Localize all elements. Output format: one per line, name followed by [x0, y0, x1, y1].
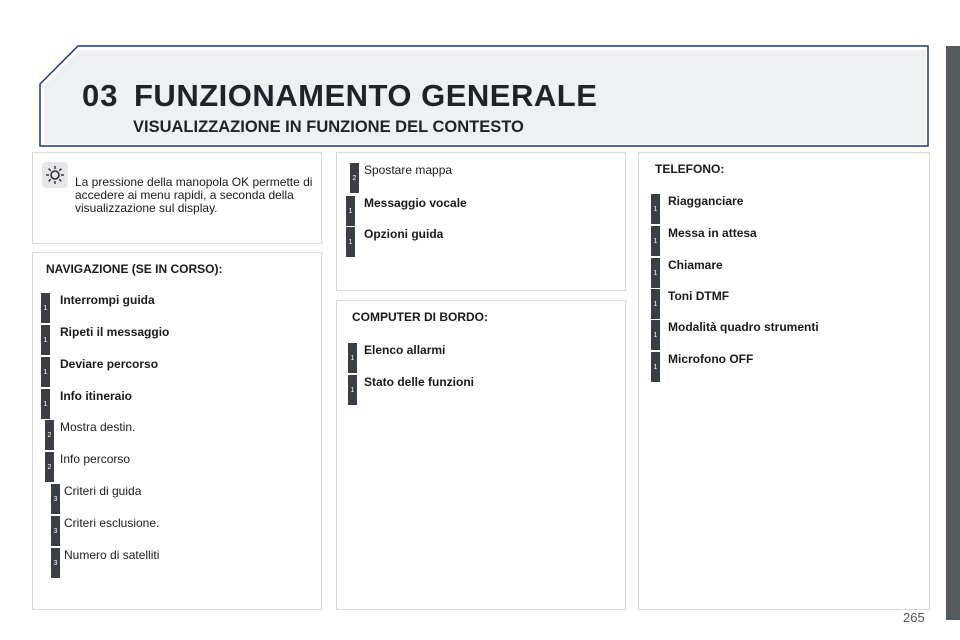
level-badge: 1 [651, 352, 660, 382]
level-badge: 1 [651, 226, 660, 256]
menu-item-riagganciare: Riagganciare [668, 194, 744, 208]
menu-item-spostare-mappa: Spostare mappa [364, 163, 453, 177]
menu-item-deviare-percorso: Deviare percorso [60, 357, 159, 371]
menu-item-elenco-allarmi: Elenco allarmi [364, 343, 446, 357]
side-tab [946, 46, 960, 620]
level-badge: 1 [346, 196, 355, 226]
level-badge: 3 [51, 516, 60, 546]
menu-item-numero-satelliti: Numero di satelliti [64, 548, 160, 562]
telephone-heading: TELEFONO: [655, 162, 725, 176]
level-badge: 1 [651, 320, 660, 350]
menu-item-criteri-guida: Criteri di guida [64, 484, 142, 498]
menu-item-mostra-destin: Mostra destin. [60, 420, 136, 434]
menu-item-criteri-esclusione: Criteri esclusione. [64, 516, 160, 530]
menu-item-interrompi-guida: Interrompi guida [60, 293, 155, 307]
level-badge: 1 [651, 194, 660, 224]
navigation-heading: NAVIGAZIONE (SE IN CORSO): [46, 262, 223, 276]
level-badge: 3 [51, 548, 60, 578]
menu-item-toni-dtmf: Toni DTMF [668, 289, 730, 303]
level-badge: 1 [41, 389, 50, 419]
menu-item-info-percorso: Info percorso [60, 452, 131, 466]
menu-item-messaggio-vocale: Messaggio vocale [364, 196, 467, 210]
chapter-number: 03 [82, 78, 119, 113]
menu-item-modalita-quadro-strumenti: Modalità quadro strumenti [668, 320, 819, 334]
level-badge: 1 [41, 293, 50, 323]
level-badge: 3 [51, 484, 60, 514]
level-badge: 2 [45, 452, 54, 482]
menu-item-messa-in-attesa: Messa in attesa [668, 226, 757, 240]
trip-computer-heading: COMPUTER DI BORDO: [352, 310, 488, 324]
info-lightbulb-icon [40, 160, 70, 190]
menu-item-chiamare: Chiamare [668, 258, 723, 272]
menu-item-info-itineraio: Info itineraio [60, 389, 132, 403]
level-badge: 1 [651, 289, 660, 319]
menu-item-opzioni-guida: Opzioni guida [364, 227, 444, 241]
level-badge: 1 [346, 227, 355, 257]
menu-item-microfono-off: Microfono OFF [668, 352, 754, 366]
level-badge: 1 [651, 258, 660, 288]
level-badge: 1 [41, 325, 50, 355]
menu-item-ripeti-messaggio: Ripeti il messaggio [60, 325, 170, 339]
menu-item-stato-funzioni: Stato delle funzioni [364, 375, 474, 389]
page-number: 265 [903, 610, 925, 625]
level-badge: 1 [348, 343, 357, 373]
level-badge: 2 [350, 163, 359, 193]
page-subtitle: VISUALIZZAZIONE IN FUNZIONE DEL CONTESTO [133, 118, 524, 136]
page-title: FUNZIONAMENTO GENERALE [134, 78, 598, 113]
level-badge: 2 [45, 420, 54, 450]
level-badge: 1 [41, 357, 50, 387]
telephone-panel [638, 152, 930, 610]
level-badge: 1 [348, 375, 357, 405]
note-text: La pressione della manopola OK permette di accedere ai menu rapidi, a seconda della visualizzazione sul display. [75, 175, 313, 215]
